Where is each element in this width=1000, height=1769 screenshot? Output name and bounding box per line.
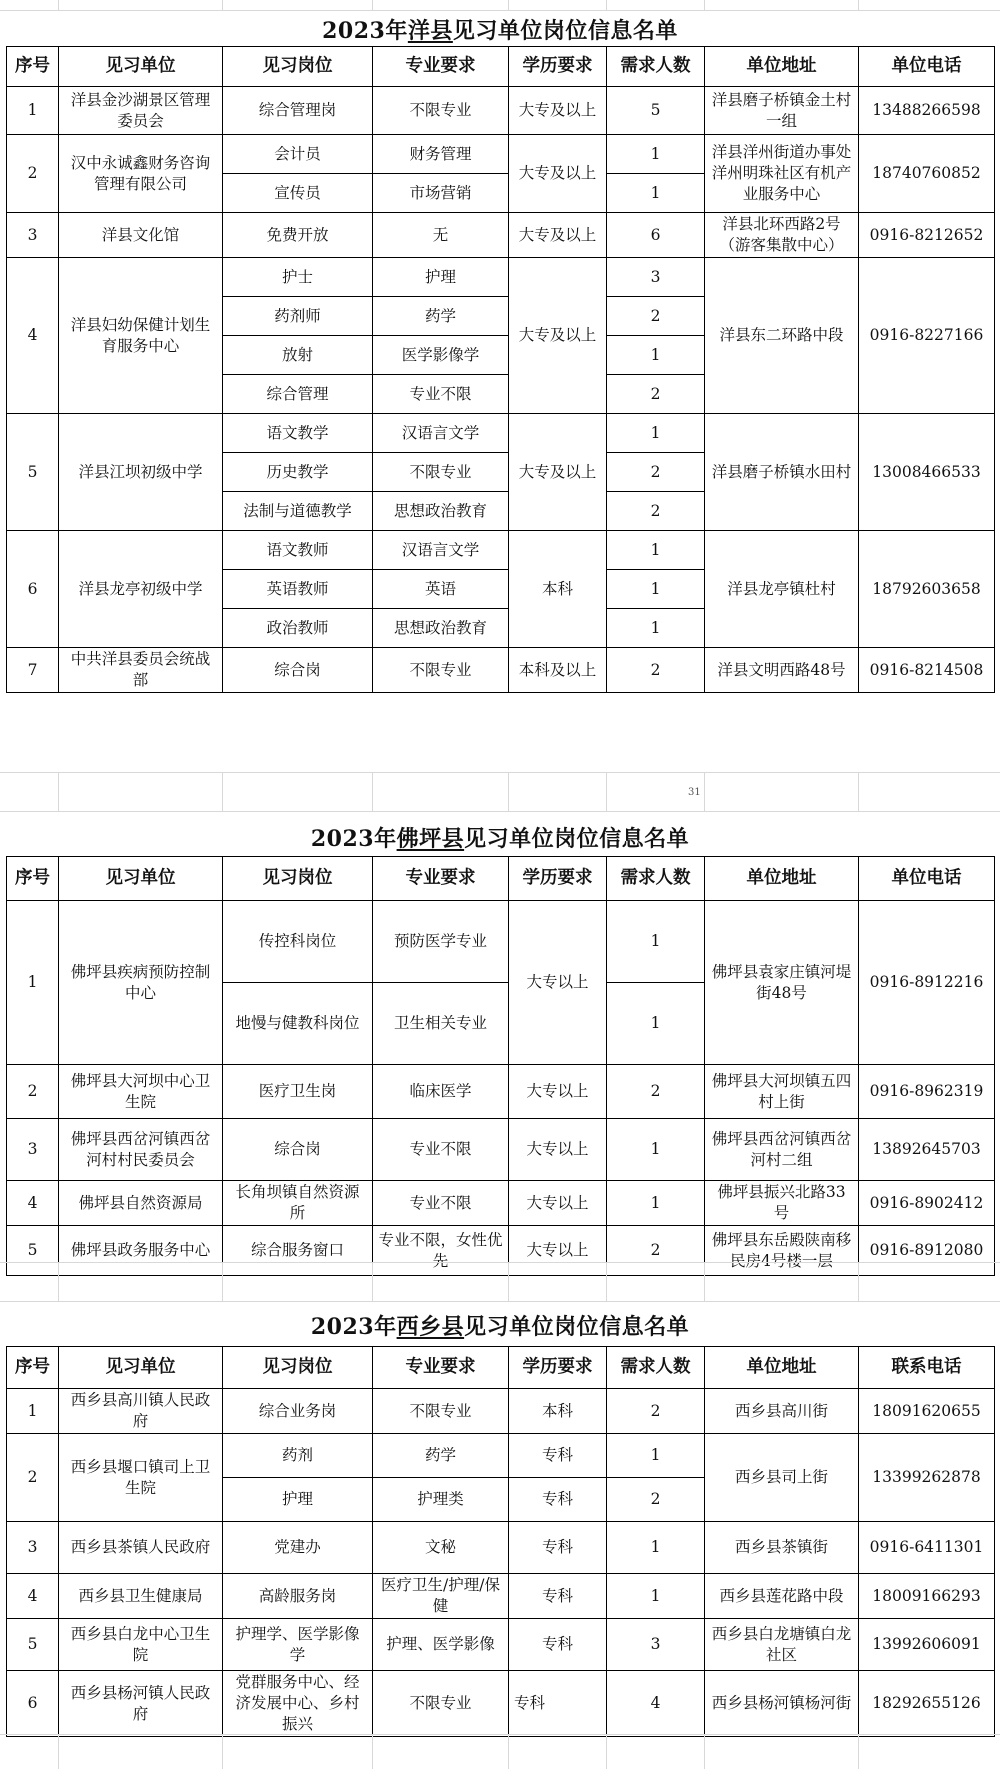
cell-edu: 专科	[509, 1434, 607, 1478]
cell-unit: 西乡县茶镇人民政府	[59, 1522, 223, 1574]
cell-major: 专业不限，女性优先	[373, 1226, 509, 1276]
cell-count: 2	[607, 1065, 705, 1119]
cell-edu: 大专及以上	[509, 213, 607, 258]
ghost-grid-top	[0, 0, 1000, 11]
cell-post: 党群服务中心、经济发展中心、乡村振兴	[223, 1671, 373, 1737]
cell-post: 综合岗	[223, 648, 373, 693]
cell-count: 1	[607, 135, 705, 174]
cell-major: 无	[373, 213, 509, 258]
cell-unit: 洋县妇幼保健计划生育服务中心	[59, 258, 223, 414]
cell-edu: 本科	[509, 1389, 607, 1434]
cell-phone: 13399262878	[859, 1434, 995, 1522]
cell-major: 财务管理	[373, 135, 509, 174]
page-number: 31	[688, 787, 701, 798]
cell-count: 1	[607, 1574, 705, 1619]
cell-edu: 大专及以上	[509, 414, 607, 531]
cell-edu: 大专及以上	[509, 87, 607, 135]
cell-count: 3	[607, 258, 705, 297]
cell-count: 1	[607, 901, 705, 983]
cell-post: 医疗卫生岗	[223, 1065, 373, 1119]
cell-seq: 1	[7, 901, 59, 1065]
cell-edu: 大专及以上	[509, 135, 607, 213]
cell-major: 思想政治教育	[373, 492, 509, 531]
ghost-grid-1	[0, 772, 1000, 812]
cell-addr: 洋县北环西路2号（游客集散中心）	[705, 213, 859, 258]
cell-major: 文秘	[373, 1522, 509, 1574]
cell-edu: 大专以上	[509, 1119, 607, 1181]
cell-seq: 6	[7, 1671, 59, 1737]
cell-post: 综合管理	[223, 375, 373, 414]
cell-count: 2	[607, 648, 705, 693]
cell-major: 汉语言文学	[373, 531, 509, 570]
cell-count: 1	[607, 1434, 705, 1478]
cell-major: 不限专业	[373, 1389, 509, 1434]
header-edu: 学历要求	[509, 47, 607, 87]
header-unit: 见习单位	[59, 1347, 223, 1389]
cell-major: 护理、医学影像	[373, 1619, 509, 1671]
cell-count: 1	[607, 1181, 705, 1226]
table-row	[7, 1574, 995, 1619]
cell-unit: 西乡县堰口镇司上卫生院	[59, 1434, 223, 1522]
cell-major: 临床医学	[373, 1065, 509, 1119]
cell-edu: 大专及以上	[509, 258, 607, 414]
cell-phone: 18740760852	[859, 135, 995, 213]
cell-phone: 0916-8212652	[859, 213, 995, 258]
cell-count: 1	[607, 1119, 705, 1181]
cell-phone: 13488266598	[859, 87, 995, 135]
cell-count: 1	[607, 1522, 705, 1574]
cell-addr: 西乡县莲花路中段	[705, 1574, 859, 1619]
cell-seq: 5	[7, 414, 59, 531]
table-row	[7, 258, 995, 297]
table-row	[7, 1434, 995, 1478]
cell-phone: 0916-8214508	[859, 648, 995, 693]
cell-edu: 本科	[509, 531, 607, 648]
ghost-grid-2	[0, 1262, 1000, 1302]
header-edu: 学历要求	[509, 1347, 607, 1389]
header-phone: 单位电话	[859, 857, 995, 901]
cell-edu: 本科及以上	[509, 648, 607, 693]
cell-addr: 洋县龙亭镇杜村	[705, 531, 859, 648]
cell-edu: 大专以上	[509, 1226, 607, 1276]
table-row	[7, 648, 995, 693]
section-3-title: 2023年西乡县见习单位岗位信息名单	[310, 1314, 690, 1340]
cell-count: 1	[607, 336, 705, 375]
cell-post: 高龄服务岗	[223, 1574, 373, 1619]
cell-post: 药剂	[223, 1434, 373, 1478]
table-row	[7, 213, 995, 258]
cell-major: 专业不限	[373, 1119, 509, 1181]
cell-major: 不限专业	[373, 453, 509, 492]
cell-edu: 专科	[509, 1522, 607, 1574]
cell-count: 2	[607, 1478, 705, 1522]
header-seq: 序号	[7, 47, 59, 87]
cell-addr: 洋县洋州街道办事处洋州明珠社区有机产业服务中心	[705, 135, 859, 213]
cell-major: 市场营销	[373, 174, 509, 213]
ghost-grid-bottom	[0, 1734, 1000, 1769]
cell-addr: 佛坪县东岳殿陕南移民房4号楼一层	[705, 1226, 859, 1276]
cell-post: 会计员	[223, 135, 373, 174]
header-unit: 见习单位	[59, 47, 223, 87]
cell-count: 1	[607, 531, 705, 570]
cell-major: 汉语言文学	[373, 414, 509, 453]
section-2-table	[6, 856, 995, 1276]
header-edu: 学历要求	[509, 857, 607, 901]
cell-count: 6	[607, 213, 705, 258]
cell-major: 卫生相关专业	[373, 983, 509, 1065]
cell-post: 护士	[223, 258, 373, 297]
cell-phone: 18009166293	[859, 1574, 995, 1619]
cell-major: 不限专业	[373, 648, 509, 693]
header-post: 见习岗位	[223, 47, 373, 87]
table-row	[7, 87, 995, 135]
cell-addr: 西乡县白龙塘镇白龙社区	[705, 1619, 859, 1671]
section-1-table	[6, 46, 995, 693]
cell-seq: 3	[7, 1119, 59, 1181]
cell-edu: 大专以上	[509, 1181, 607, 1226]
cell-unit: 洋县龙亭初级中学	[59, 531, 223, 648]
cell-seq: 2	[7, 1065, 59, 1119]
cell-unit: 汉中永诚鑫财务咨询管理有限公司	[59, 135, 223, 213]
cell-major: 不限专业	[373, 1671, 509, 1737]
cell-edu: 专科	[509, 1671, 607, 1737]
cell-seq: 7	[7, 648, 59, 693]
cell-unit: 中共洋县委员会统战部	[59, 648, 223, 693]
cell-post: 药剂师	[223, 297, 373, 336]
cell-post: 党建办	[223, 1522, 373, 1574]
cell-post: 综合业务岗	[223, 1389, 373, 1434]
header-major: 专业要求	[373, 47, 509, 87]
table-row	[7, 901, 995, 983]
cell-major: 不限专业	[373, 87, 509, 135]
header-phone: 联系电话	[859, 1347, 995, 1389]
cell-count: 1	[607, 609, 705, 648]
table-row	[7, 414, 995, 453]
cell-post: 长角坝镇自然资源所	[223, 1181, 373, 1226]
header-count: 需求人数	[607, 1347, 705, 1389]
cell-count: 2	[607, 492, 705, 531]
cell-seq: 5	[7, 1226, 59, 1276]
header-addr: 单位地址	[705, 1347, 859, 1389]
cell-count: 1	[607, 570, 705, 609]
cell-post: 语文教师	[223, 531, 373, 570]
cell-post: 语文教学	[223, 414, 373, 453]
cell-count: 2	[607, 453, 705, 492]
cell-seq: 1	[7, 87, 59, 135]
cell-post: 政治教师	[223, 609, 373, 648]
cell-post: 护理学、医学影像学	[223, 1619, 373, 1671]
cell-count: 2	[607, 1389, 705, 1434]
cell-seq: 3	[7, 1522, 59, 1574]
cell-unit: 佛坪县疾病预防控制中心	[59, 901, 223, 1065]
cell-post: 法制与道德教学	[223, 492, 373, 531]
cell-count: 5	[607, 87, 705, 135]
cell-seq: 5	[7, 1619, 59, 1671]
header-major: 专业要求	[373, 1347, 509, 1389]
cell-unit: 洋县文化馆	[59, 213, 223, 258]
cell-post: 历史教学	[223, 453, 373, 492]
header-seq: 序号	[7, 857, 59, 901]
cell-post: 综合服务窗口	[223, 1226, 373, 1276]
section-2-title: 2023年佛坪县见习单位岗位信息名单	[310, 826, 690, 852]
cell-edu: 专科	[509, 1478, 607, 1522]
cell-post: 护理	[223, 1478, 373, 1522]
cell-post: 地慢与健教科岗位	[223, 983, 373, 1065]
cell-phone: 0916-8962319	[859, 1065, 995, 1119]
cell-post: 综合岗	[223, 1119, 373, 1181]
table-row	[7, 1671, 995, 1737]
cell-addr: 西乡县茶镇街	[705, 1522, 859, 1574]
cell-phone: 13892645703	[859, 1119, 995, 1181]
cell-count: 4	[607, 1671, 705, 1737]
cell-addr: 佛坪县振兴北路33号	[705, 1181, 859, 1226]
table-header-row	[7, 857, 995, 901]
header-seq: 序号	[7, 1347, 59, 1389]
cell-major: 护理	[373, 258, 509, 297]
header-post: 见习岗位	[223, 1347, 373, 1389]
cell-count: 1	[607, 983, 705, 1065]
cell-major: 预防医学专业	[373, 901, 509, 983]
cell-unit: 佛坪县自然资源局	[59, 1181, 223, 1226]
header-post: 见习岗位	[223, 857, 373, 901]
cell-phone: 0916-8912080	[859, 1226, 995, 1276]
section-1-title: 2023年洋县见习单位岗位信息名单	[322, 18, 678, 44]
cell-phone: 0916-8902412	[859, 1181, 995, 1226]
header-major: 专业要求	[373, 857, 509, 901]
cell-major: 思想政治教育	[373, 609, 509, 648]
cell-major: 护理类	[373, 1478, 509, 1522]
cell-unit: 佛坪县大河坝中心卫生院	[59, 1065, 223, 1119]
cell-edu: 专科	[509, 1574, 607, 1619]
cell-unit: 佛坪县西岔河镇西岔河村村民委员会	[59, 1119, 223, 1181]
cell-seq: 4	[7, 1574, 59, 1619]
cell-seq: 2	[7, 1434, 59, 1522]
cell-edu: 大专以上	[509, 901, 607, 1065]
cell-major: 医疗卫生/护理/保健	[373, 1574, 509, 1619]
table-row	[7, 531, 995, 570]
cell-major: 药学	[373, 297, 509, 336]
cell-seq: 4	[7, 1181, 59, 1226]
cell-unit: 西乡县杨河镇人民政府	[59, 1671, 223, 1737]
cell-seq: 1	[7, 1389, 59, 1434]
cell-addr: 西乡县司上街	[705, 1434, 859, 1522]
cell-major: 医学影像学	[373, 336, 509, 375]
header-count: 需求人数	[607, 857, 705, 901]
cell-post: 放射	[223, 336, 373, 375]
table-row	[7, 1065, 995, 1119]
cell-count: 3	[607, 1619, 705, 1671]
cell-unit: 佛坪县政务服务中心	[59, 1226, 223, 1276]
cell-addr: 洋县磨子桥镇金土村一组	[705, 87, 859, 135]
header-count: 需求人数	[607, 47, 705, 87]
table-row	[7, 1389, 995, 1434]
table-header-row	[7, 47, 995, 87]
cell-phone: 18792603658	[859, 531, 995, 648]
cell-major: 药学	[373, 1434, 509, 1478]
header-unit: 见习单位	[59, 857, 223, 901]
cell-major: 专业不限	[373, 375, 509, 414]
cell-addr: 洋县东二环路中段	[705, 258, 859, 414]
cell-post: 传控科岗位	[223, 901, 373, 983]
table-row	[7, 1119, 995, 1181]
cell-phone: 13992606091	[859, 1619, 995, 1671]
cell-addr: 洋县文明西路48号	[705, 648, 859, 693]
table-row	[7, 135, 995, 174]
cell-addr: 佛坪县袁家庄镇河堤街48号	[705, 901, 859, 1065]
cell-count: 2	[607, 375, 705, 414]
header-addr: 单位地址	[705, 47, 859, 87]
cell-post: 综合管理岗	[223, 87, 373, 135]
cell-count: 2	[607, 297, 705, 336]
cell-phone: 0916-8227166	[859, 258, 995, 414]
cell-phone: 18292655126	[859, 1671, 995, 1737]
cell-addr: 佛坪县大河坝镇五四村上街	[705, 1065, 859, 1119]
cell-addr: 佛坪县西岔河镇西岔河村二组	[705, 1119, 859, 1181]
cell-seq: 6	[7, 531, 59, 648]
cell-major: 专业不限	[373, 1181, 509, 1226]
cell-unit: 西乡县高川镇人民政府	[59, 1389, 223, 1434]
cell-phone: 18091620655	[859, 1389, 995, 1434]
table-row	[7, 1522, 995, 1574]
cell-unit: 洋县江坝初级中学	[59, 414, 223, 531]
cell-phone: 13008466533	[859, 414, 995, 531]
cell-count: 1	[607, 174, 705, 213]
cell-count: 1	[607, 414, 705, 453]
cell-post: 免费开放	[223, 213, 373, 258]
table-header-row	[7, 1347, 995, 1389]
cell-count: 2	[607, 1226, 705, 1276]
cell-phone: 0916-6411301	[859, 1522, 995, 1574]
cell-seq: 3	[7, 213, 59, 258]
cell-phone: 0916-8912216	[859, 901, 995, 1065]
cell-major: 英语	[373, 570, 509, 609]
header-phone: 单位电话	[859, 47, 995, 87]
cell-unit: 洋县金沙湖景区管理委员会	[59, 87, 223, 135]
cell-addr: 西乡县高川街	[705, 1389, 859, 1434]
cell-post: 宣传员	[223, 174, 373, 213]
cell-edu: 专科	[509, 1619, 607, 1671]
section-3-table	[6, 1346, 995, 1737]
table-row	[7, 1619, 995, 1671]
header-addr: 单位地址	[705, 857, 859, 901]
cell-seq: 2	[7, 135, 59, 213]
cell-addr: 洋县磨子桥镇水田村	[705, 414, 859, 531]
cell-edu: 大专以上	[509, 1065, 607, 1119]
cell-addr: 西乡县杨河镇杨河街	[705, 1671, 859, 1737]
table-row	[7, 1181, 995, 1226]
cell-unit: 西乡县卫生健康局	[59, 1574, 223, 1619]
cell-unit: 西乡县白龙中心卫生院	[59, 1619, 223, 1671]
cell-post: 英语教师	[223, 570, 373, 609]
cell-seq: 4	[7, 258, 59, 414]
